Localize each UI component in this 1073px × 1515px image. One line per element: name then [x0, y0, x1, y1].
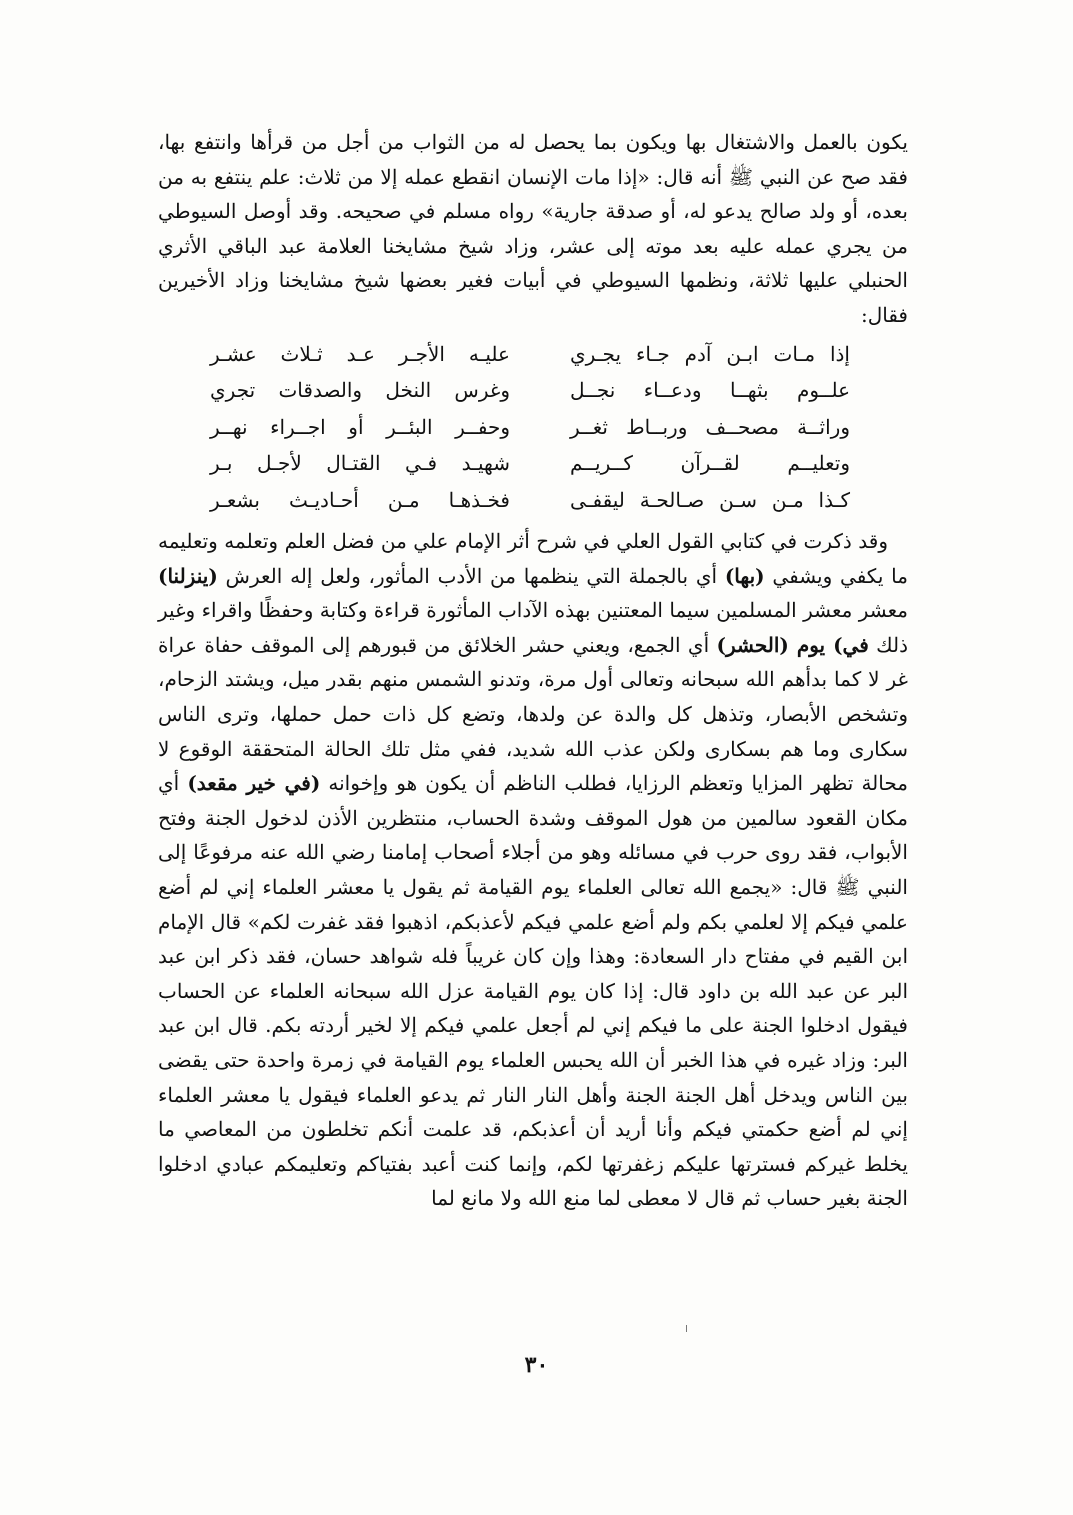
verse-second-hemistich: وحفــر البئــر أو اجــراء نهــر [210, 414, 510, 439]
verse-first-hemistich: إذا مـات ابـن آدم جـاء يجـري [570, 341, 850, 366]
verse-second-hemistich: شهيـد فـي القتـال لأجـل بـر [210, 451, 510, 476]
page-body [158, 125, 908, 1216]
commentary-keyword: (في خير مقعد) [187, 771, 321, 796]
commentary-text: أي الجمع، ويعني حشر الخلائق من قبورهم إلى الموقف حفاة عراة غر لا كما بدأهم الله سبحانه وتعالى أول مرة، وتدنو الشمس منهم بقدر ميل، ويشتد الزحام، وتشخص الأبصار، وتذهل كل والدة عن ولدها، وتضع كل ذات حمل حملها، وترى الناس سكارى وما هم بسكارى ولكن عذب الله شديد، ففي مثل تلك الحالة المتحققة الوقوع لا محالة تظهر المزايا وتعظم الرزايا، فطلب الناظم أن يكون هو وإخوانه [158, 632, 908, 796]
commentary-keyword: في) يوم (الحشر) [716, 632, 869, 657]
verse-first-hemistich: وتعليــم لقــرآن كــريــم [570, 451, 850, 476]
poem-verse [158, 336, 908, 373]
print-mark [686, 1325, 687, 1332]
verse-second-hemistich: وغرس النخل والصدقات تجري [210, 378, 510, 403]
verse-first-hemistich: وراثــة مصحــف وربــاط ثغــر [570, 414, 850, 439]
page-number: ٣٠ [524, 1352, 549, 1378]
commentary-text: معشر معشر المسلمين سيما المعتنين بهذه الآداب المأثورة قراءة وكتابة وحفظًا واقراء وغير ذلك [158, 598, 909, 657]
verse-first-hemistich: كـذا مـن سـن صـالحـة ليقفـى [570, 487, 850, 512]
verse-first-hemistich: علــوم بثهــا ودعــاء نجــل [570, 378, 850, 403]
poem-verse [158, 482, 908, 519]
poem-verse [158, 409, 908, 446]
commentary-paragraph [158, 524, 908, 1216]
commentary-text: وقد ذكرت في كتابي القول العلي في شرح أثر الإمام علي من فضل العلم وتعلمه وتعليمه ما يكفي ويشفي [158, 529, 908, 588]
commentary-keyword: (ينزلنا) [158, 563, 218, 588]
opening-paragraph: يكون بالعمل والاشتغال بها ويكون بما يحصل له من الثواب من أجل من قرأها وانتفع بها، فقد صح عن النبي ﷺ أنه قال: «إذا مات الإنسان انقطع عمله إلا من ثلاث: علم ينتفع به من بعده، أو ولد صالح يدعو له، أو صدقة جارية» رواه مسلم في صحيحه. وقد أوصل السيوطي من يجري عمله عليه بعد موته إلى عشر، وزاد شيخ مشايخنا العلامة عبد الباقي الأثري الحنبلي عليها ثلاثة، ونظمها السيوطي في أبيات فغير بعضها شيخ مشايخنا وزاد الأخيرين فقال: [158, 130, 908, 327]
commentary-text: أي بالجملة التي ينظمها من الأدب المأثور، ولعل إله العرش [217, 563, 725, 588]
poem-verse [158, 372, 908, 409]
poem [158, 336, 908, 519]
poem-verse [158, 445, 908, 482]
commentary-text: أي مكان القعود سالمين من هول الموقف وشدة الحساب، منتظرين الأذن لدخول الجنة وفتح الأبواب، فقد روى حرب في مسائله وهو من أجلاء أصحاب إمامنا رضي الله عنه مرفوعًا إلى النبي ﷺ قال: «يجمع الله تعالى العلماء يوم القيامة ثم يقول يا معشر العلماء إني لم أضع علمي فيكم إلا لعلمي بكم ولم أضع علمي فيكم لأعذبكم، اذهبوا فقد غفرت لكم» قال الإمام ابن القيم في مفتاح دار السعادة: وهذا وإن كان غريباً فله شواهد حسان، فقد ذكر ابن عبد البر عن عبد الله بن داود قال: إذا كان يوم القيامة عزل الله سبحانه العلماء عن الحساب فيقول ادخلوا الجنة على ما فيكم إني لم أجعل علمي فيكم إلا لخير أردته بكم. قال ابن عبد البر: وزاد غيره في هذا الخبر أن الله يحبس العلماء يوم القيامة في زمرة واحدة حتى يقضى بين الناس ويدخل أهل الجنة الجنة وأهل النار النار ثم يدعو العلماء فيقول يا معشر العلماء إني لم أضع حكمتي فيكم وأنا أريد أن أعذبكم، قد علمت أنكم تخلطون من المعاصي ما يخلط غيركم فسترتها عليكم زغفرتها لكم، وإنما كنت أعبد بفتياكم وتعليمكم عبادي ادخلوا الجنة بغير حساب ثم قال لا معطى لما منع الله ولا مانع لما [158, 771, 908, 1211]
verse-second-hemistich: فخـذهـا مـن أحـاديـث بشعـر [210, 487, 510, 512]
verse-second-hemistich: عليـه الأجـر عـد ثـلاث عشـر [210, 341, 510, 366]
commentary-keyword: (بها) [724, 563, 765, 588]
